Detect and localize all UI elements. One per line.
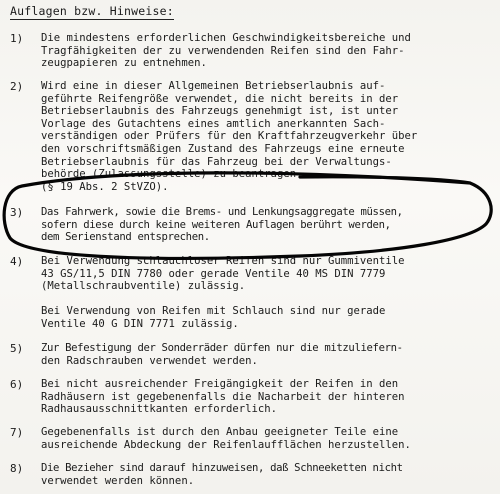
item-line: 43 GS/11,5 DIN 7780 oder gerade Ventile 40 MS DIN 7779 — [41, 267, 386, 280]
item-number: 3) — [10, 206, 24, 219]
item-line: sofern diese durch keine weiteren Auflagen berührt werden, — [41, 218, 391, 231]
item-line: Das Fahrwerk, sowie die Brems- und Lenkungsaggregate müssen, — [41, 206, 403, 218]
item-number: 2) — [10, 80, 24, 93]
item-line: (Metallschraubventile) zulässig. — [41, 280, 246, 293]
item-line: Gegebenenfalls ist durch den Anbau geeigneter Teile eine — [41, 426, 399, 438]
item-number: 8) — [10, 462, 24, 475]
item-line: (§ 19 Abs. 2 StVZO). — [41, 180, 169, 193]
item-line: Bei Verwendung schlauchloser Reifen sind nur Gummiventile — [41, 255, 405, 267]
item-line: Ventile 40 G DIN 7771 zulässig. — [41, 317, 239, 330]
item-number: 6) — [10, 378, 24, 391]
item-line: Bei nicht ausreichender Freigängigkeit der Reifen in den — [41, 378, 399, 390]
item-line: verwendet werden können. — [41, 474, 195, 487]
item-line: Betriebserlaubnis für das Fahrzeug bei der Verwaltungs- — [41, 155, 392, 168]
item-number: 1) — [10, 32, 24, 45]
item-line: verständigen oder Prüfers für den Kraftfahrzeugverkehr über — [41, 130, 418, 143]
item-line: Die Bezieher sind darauf hinzuweisen, daß Schneeketten nicht — [41, 462, 403, 474]
item-line: Zur Befestigung der Sonderräder dürfen nur die mitzuliefern- — [41, 342, 403, 354]
item-line: den vorschriftsmäßigen Zustand des Fahrzeugs eine erneute — [41, 142, 405, 155]
item-line: Radhausausschnittkanten erforderlich. — [41, 403, 277, 416]
item-number: 7) — [10, 426, 24, 439]
item-line: den Radschrauben verwendet werden. — [41, 354, 258, 367]
item-line: zeugpapieren zu entnehmen. — [41, 57, 207, 70]
item-number: 5) — [10, 342, 24, 355]
item-line: Die mindestens erforderlichen Geschwindigkeitsbereiche und — [41, 32, 411, 44]
item-line: behörde (Zulassungsstelle) zu beantragen — [41, 168, 297, 181]
item-line: Betriebserlaubnis des Fahrzeugs genehmigt ist, ist unter — [41, 105, 399, 118]
item-line: ausreichende Abdeckung der Reifenlaufflächen herzustellen. — [41, 438, 411, 451]
item-number: 4) — [10, 255, 24, 268]
item-line: geführte Reifengröße verwendet, die nicht bereits in der — [41, 92, 399, 105]
document-heading: Auflagen bzw. Hinweise: — [10, 4, 174, 18]
item-line: Tragfähigkeiten der zu verwendenden Reifen sind den Fahr- — [41, 44, 405, 57]
item-line: dem Serienstand entsprechen. — [41, 231, 210, 244]
item-line: Wird eine in dieser Allgemeinen Betriebserlaubnis auf- — [41, 80, 386, 92]
item-line: Radhäusern ist gegebenenfalls die Nacharbeit der hinteren — [41, 390, 405, 403]
item-line: Vorlage des Gutachtens eines amtlich anerkannten Sach- — [41, 117, 386, 130]
item-line: Bei Verwendung von Reifen mit Schlauch sind nur gerade — [41, 305, 386, 318]
